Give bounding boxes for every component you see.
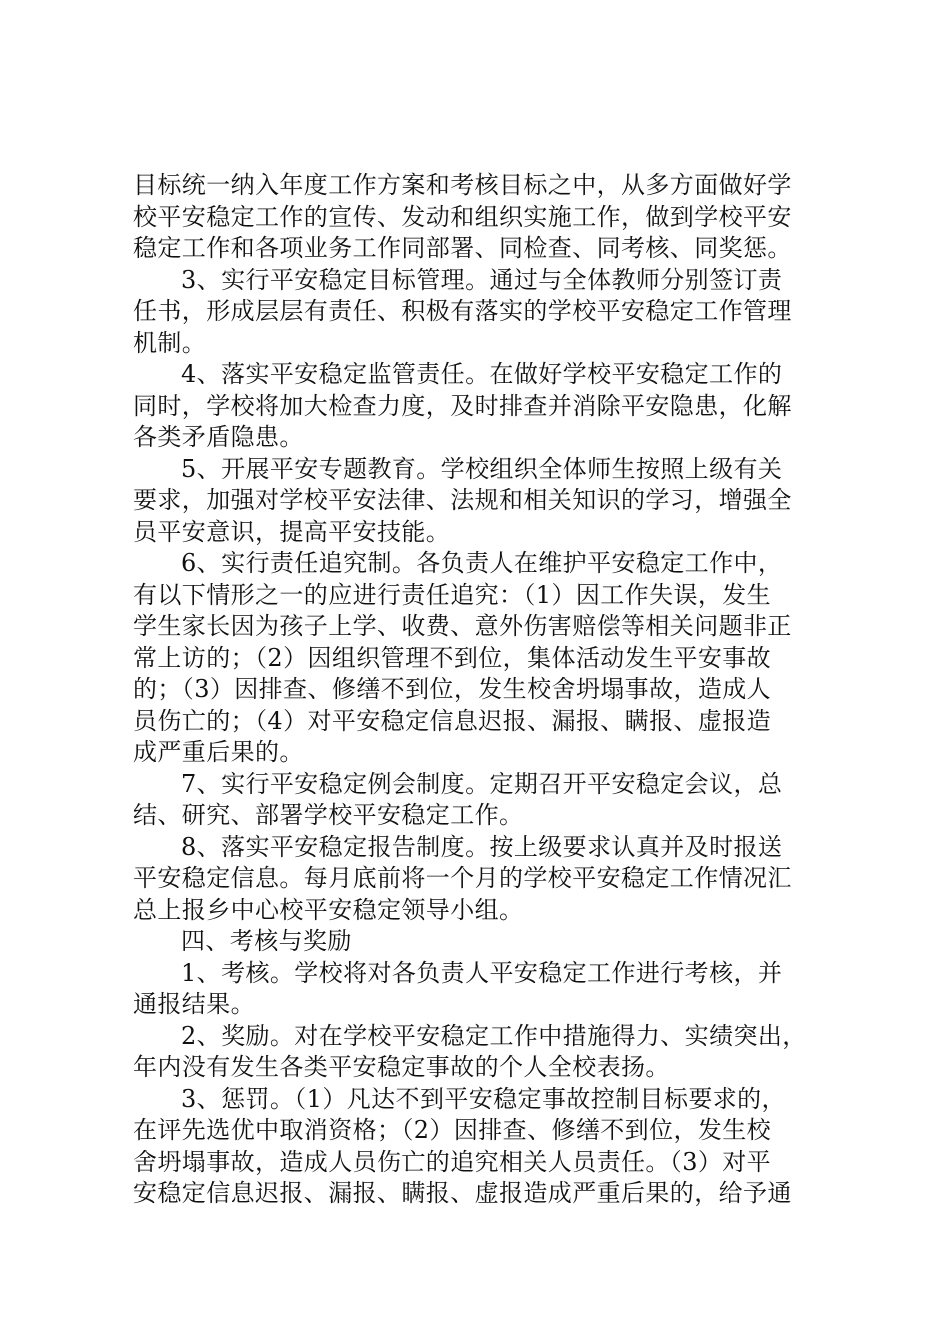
- paragraph-item-4-heading: 4、落实平安稳定监管责任。在做好学校平安稳定工作的: [181, 360, 783, 388]
- text-line: 任书，形成层层有责任、积极有落实的学校平安稳定工作管理: [133, 297, 792, 325]
- text-line: 通报结果。: [133, 990, 255, 1018]
- text-line: 总上报乡中心校平安稳定领导小组。: [133, 895, 524, 924]
- section-heading: 四、考核与奖励: [181, 927, 352, 955]
- paragraph-penalty: 3、惩罚。（1）凡达不到平安稳定事故控制目标要求的，: [181, 1084, 786, 1113]
- paragraph-item-3-heading: 3、实行平安稳定目标管理。通过与全体教师分别签订责: [181, 265, 783, 294]
- text-line: 的；（3）因排查、修缮不到位，发生校舍坍塌事故，造成人: [133, 675, 772, 703]
- text-line: 成严重后果的。: [133, 738, 304, 766]
- text-line: 目标统一纳入年度工作方案和考核目标之中，从多方面做好学: [133, 171, 792, 199]
- paragraph-assessment: 1、考核。学校将对各负责人平安稳定工作进行考核，并: [181, 958, 783, 987]
- text-line: 员伤亡的；（4）对平安稳定信息迟报、漏报、瞒报、虚报造: [133, 706, 772, 735]
- text-line: 年内没有发生各类平安稳定事故的个人全校表扬。: [133, 1053, 670, 1081]
- text-line: 各类矛盾隐患。: [133, 423, 304, 451]
- paragraph-item-6-heading: 6、实行责任追究制。各负责人在维护平安稳定工作中，: [181, 549, 783, 577]
- text-line: 平安稳定信息。每月底前将一个月的学校平安稳定工作情况汇: [133, 864, 792, 892]
- text-line: 结、研究、部署学校平安稳定工作。: [133, 801, 524, 829]
- text-line: 安稳定信息迟报、漏报、瞒报、虚报造成严重后果的，给予通: [133, 1179, 792, 1207]
- paragraph-item-8-heading: 8、落实平安稳定报告制度。按上级要求认真并及时报送: [181, 832, 783, 861]
- paragraph-reward: 2、奖励。对在学校平安稳定工作中措施得力、实绩突出，: [181, 1021, 807, 1050]
- text-line: 在评先选优中取消资格；（2）因排查、修缮不到位，发生校: [133, 1116, 772, 1144]
- text-line: 员平安意识，提高平安技能。: [133, 517, 451, 546]
- text-line: 要求，加强对学校平安法律、法规和相关知识的学习，增强全: [133, 486, 792, 514]
- paragraph-item-7-heading: 7、实行平安稳定例会制度。定期召开平安稳定会议，总: [181, 769, 783, 798]
- text-line: 常上访的；（2）因组织管理不到位，集体活动发生平安事故: [133, 643, 772, 672]
- document-body: [133, 170, 823, 1210]
- text-line: 舍坍塌事故，造成人员伤亡的追究相关人员责任。（3）对平: [133, 1147, 772, 1176]
- text-line: 同时，学校将加大检查力度，及时排查并消除平安隐患，化解: [133, 391, 792, 420]
- text-line: 稳定工作和各项业务工作同部署、同检查、同考核、同奖惩。: [133, 234, 792, 262]
- text-line: 机制。: [133, 328, 207, 357]
- text-line: 有以下情形之一的应进行责任追究：（1）因工作失误，发生: [133, 580, 772, 609]
- paragraph-item-5-heading: 5、开展平安专题教育。学校组织全体师生按照上级有关: [181, 454, 783, 483]
- text-line: 校平安稳定工作的宣传、发动和组织实施工作，做到学校平安: [133, 202, 792, 231]
- text-line: 学生家长因为孩子上学、收费、意外伤害赔偿等相关问题非正: [133, 612, 792, 640]
